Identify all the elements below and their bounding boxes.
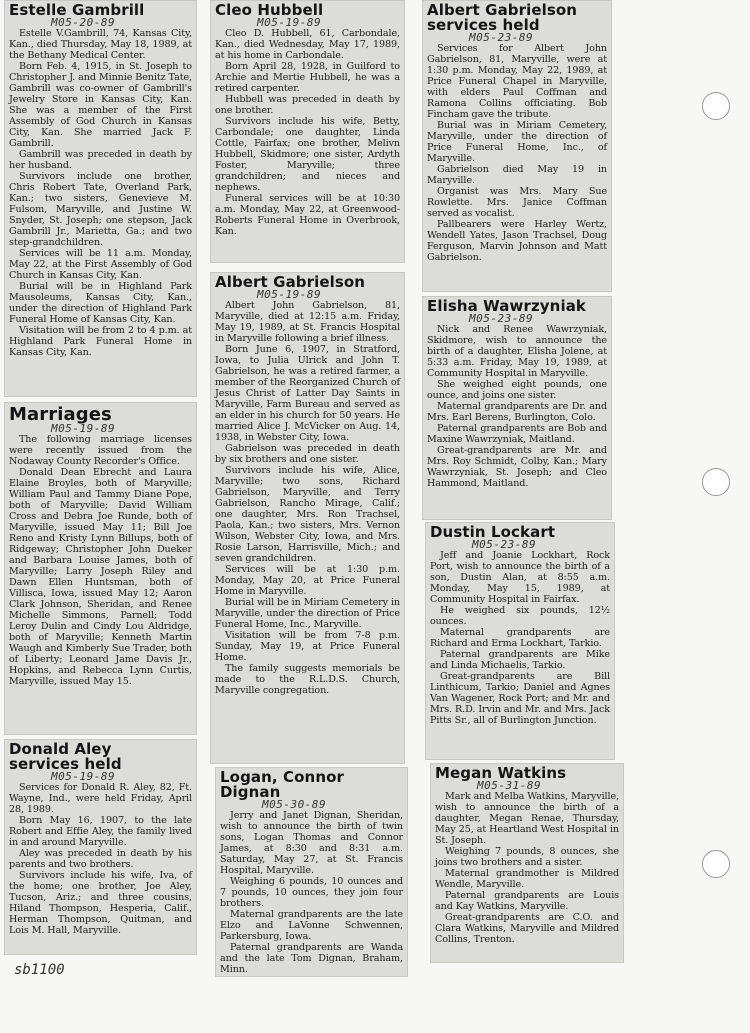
catalog-number: sb1100 (14, 962, 65, 978)
paragraph: Hubbell was preceded in death by one brother. (215, 94, 400, 116)
paragraph: Donald Dean Ebrecht and Laura Elaine Broyles, both of Maryville; William Paul and Tammy Diane Pope, both of Maryville; David William Cross and Debra Joe Runde, both of Maryville, issued May 11; Bill Joe Reno and Kristy Lynn Billups, both of Ridgeway; Christopher John Dueker and Barbara Louise James, both of Maryville; Larry Joseph Riley and Dawn Ellen Huntsman, both of Villisca, Iowa, issued May 12; Aaron Clark Johnson, Sheridan, and Renee Michelle Simmons, Parnell; Todd Leroy Dulin and Cindy Lou Aldridge, both of Maryville; Kenneth Martin Waugh and Kimberly Sue Trader, both of Liberty; Leonard Jame Davis Jr., Hopkins, and Rebecca Lynn Curtis, Maryville, issued May 15. (9, 467, 192, 687)
paragraph: Pallbearers were Harley Wertz, Wendell Yates, Jason Trachsel, Doug Ferguson, Marvin Johnson and Matt Gabrielson. (427, 219, 607, 263)
clipping-title: Marriages (9, 404, 112, 425)
clipping-donald-aley (4, 739, 197, 955)
clipping-body (220, 810, 403, 975)
handwritten-date-note: M05-19-89 (51, 422, 116, 435)
paragraph: Born June 6, 1907, in Stratford, Iowa, to Julia Ulrick and John T. Gabrielson, he was a retired farmer, a member of the Reorganized Church of Jesus Christ of Latter Day Saints in Maryville, Farm Bureau and served as an elder in his church for 50 years. He married Alice J. McVicker on Aug. 14, 1938, in Webster City, Iowa. (215, 344, 400, 443)
clipping-title: Albert Gabrielson (215, 273, 366, 291)
paragraph: Burial will be in Highland Park Mausoleums, Kansas City, Kan., under the direction of Highland Park Funeral Home of Kansas City, Kan. (9, 281, 192, 325)
paragraph: Albert John Gabrielson, 81, Maryville, died at 12:15 a.m. Friday, May 19, 1989, at St. Francis Hospital in Maryville following a brief illness. (215, 300, 400, 344)
paragraph: Nick and Renee Wawrzyniak, Skidmore, wish to announce the birth of a daughter, Elisha Jolene, at 5:33 a.m. Friday, May 19, 1989, at Community Hospital in Maryville. (427, 324, 607, 379)
paragraph: Estelle V.Gambrill, 74, Kansas City, Kan., died Thursday, May 18, 1989, at the Bethany Medical Center. (9, 28, 192, 61)
paragraph: Burial will be in Miriam Cemetery in Maryville, under the direction of Price Funeral Home, Inc., Maryville. (215, 597, 400, 630)
clipping-albert-gabrielson-services (422, 0, 612, 292)
paragraph: Services will be 11 a.m. Monday, May 22, at the First Assembly of God Church in Kansas City, Kan. (9, 248, 192, 281)
paragraph: Visitation will be from 2 to 4 p.m. at Highland Park Funeral Home in Kansas City, Kan. (9, 325, 192, 358)
clipping-body (215, 300, 400, 696)
clipping-marriages (4, 402, 197, 735)
paragraph: Survivors include his wife, Alice, Maryville; two sons, Richard Gabrielson, Maryville, and Terry Gabrielson, Rancho Mirage, Calif.; one daughter, Mrs. Ron Trachsel, Paola, Kan.; two sisters, Mrs. Vernon Wilson, Webster City, Iowa, and Mrs. Rosie Larson, Harrisville, Mich.; and seven grandchildren. (215, 465, 400, 564)
paragraph: Gambrill was preceded in death by her husband. (9, 149, 192, 171)
clipping-title: Logan, Connor Dignan (220, 768, 344, 801)
clipping-body (430, 550, 610, 726)
paragraph: Visitation will be from 7-8 p.m. Sunday, May 19, at Price Funeral Home. (215, 630, 400, 663)
handwritten-date-note: M05-23-89 (469, 31, 534, 44)
clipping-body (9, 782, 192, 936)
paragraph: Paternal grandparents are Mike and Linda Michaelis, Tarkio. (430, 649, 610, 671)
paragraph: Maternal grandparents are Dr. and Mrs. Earl Berens, Burlington, Colo. (427, 401, 607, 423)
handwritten-date-note: M05-30-89 (262, 798, 327, 811)
clipping-albert-gabrielson (210, 272, 405, 764)
paragraph: Great-grandparents are C.O. and Clara Watkins, Maryville and Mildred Collins, Trenton. (435, 912, 619, 945)
paragraph: Gabrielson was preceded in death by six brothers and one sister. (215, 443, 400, 465)
clipping-body (427, 324, 607, 489)
paragraph: Born April 28, 1928, in Guilford to Archie and Mertie Hubbell, he was a retired carpenter. (215, 61, 400, 94)
clipping-elisha-wawrzyniak (422, 296, 612, 520)
handwritten-date-note: M05-20-89 (51, 16, 116, 29)
paragraph: Services will be at 1:30 p.m. Monday, May 20, at Price Funeral Home in Maryville. (215, 564, 400, 597)
handwritten-date-note: M05-19-89 (257, 288, 322, 301)
paragraph: Great-grandparents are Mr. and Mrs. Roy Schmidt, Colby, Kan.; Mary Wawrzyniak, St. Joseph; and Cleo Hammond, Maitland. (427, 445, 607, 489)
clipping-logan-connor-dignan (215, 767, 408, 977)
clipping-title: Elisha Wawrzyniak (427, 297, 586, 315)
paragraph: Survivors include one brother, Chris Robert Tate, Overland Park, Kan.; two sisters, Genevieve M. Fulsom, Maryville, and Justine W. Snyder, St. Joseph; one stepson, Jack Gambrill Jr., Marietta, Ga.; and two step-grandchildren. (9, 171, 192, 248)
paragraph: Mark and Melba Watkins, Maryville, wish to announce the birth of a daughter, Megan Renae, Thursday, May 25, at Heartland West Hospital in St. Joseph. (435, 791, 619, 846)
clipping-body (215, 28, 400, 237)
clipping-title: Albert Gabrielson services held (427, 1, 578, 34)
paragraph: Gabrielson died May 19 in Maryville. (427, 164, 607, 186)
paragraph: The following marriage licenses were recently issued from the Nodaway County Recorder's Office. (9, 434, 192, 467)
clipping-body (435, 791, 619, 945)
paragraph: Funeral services will be at 10:30 a.m. Monday, May 22, at Greenwood-Roberts Funeral Home in Overbrook, Kan. (215, 193, 400, 237)
clipping-title: Cleo Hubbell (215, 1, 324, 19)
paragraph: Aley was preceded in death by his parents and two brothers. (9, 848, 192, 870)
paragraph: She weighed eight pounds, one ounce, and joins one sister. (427, 379, 607, 401)
clipping-title: Megan Watkins (435, 764, 567, 782)
paragraph: Jerry and Janet Dignan, Sheridan, wish to announce the birth of twin sons, Logan Thomas and Connor James, at 8:30 and 8:31 a.m. Saturday, May 27, at St. Francis Hospital, Maryville. (220, 810, 403, 876)
paragraph: Jeff and Joanie Lockhart, Rock Port, wish to announce the birth of a son, Dustin Alan, at 8:55 a.m. Monday, May 15, 1989, at Community Hospital in Fairfax. (430, 550, 610, 605)
clipping-cleo-hubbell (210, 0, 405, 263)
clipping-title: Estelle Gambrill (9, 1, 145, 19)
paragraph: Paternal grandparents are Bob and Maxine Wawrzyniak, Maitland. (427, 423, 607, 445)
punch-hole-top (702, 92, 730, 120)
paragraph: Organist was Mrs. Mary Sue Rowlette. Mrs. Janice Coffman served as vocalist. (427, 186, 607, 219)
paragraph: Paternal grandparents are Louis and Kay Watkins, Maryville. (435, 890, 619, 912)
paragraph: Born May 16, 1907, to the late Robert and Effie Aley, the family lived in and around Maryville. (9, 815, 192, 848)
clipping-body (9, 434, 192, 687)
handwritten-date-note: M05-23-89 (472, 538, 537, 551)
paragraph: Weighing 7 pounds, 8 ounces, she joins two brothers and a sister. (435, 846, 619, 868)
handwritten-date-note: M05-19-89 (51, 770, 116, 783)
paragraph: Paternal grandparents are Wanda and the late Tom Dignan, Braham, Minn. (220, 942, 403, 975)
clipping-estelle-gambrill (4, 0, 197, 397)
paragraph: Maternal grandmother is Mildred Wendle, Maryville. (435, 868, 619, 890)
handwritten-date-note: M05-31-89 (477, 779, 542, 792)
clipping-megan-watkins (430, 763, 624, 963)
paragraph: Born Feb. 4, 1915, in St. Joseph to Christopher J. and Minnie Benitz Tate, Gambrill was co-owner of Gambrill's Jewelry Store in Kansas City, Kan. She was a member of the First Assembly of God Church in Kansas City, Kan. She married Jack F. Gambrill. (9, 61, 192, 149)
punch-hole-bottom (702, 850, 730, 878)
paragraph: Survivors include his wife, Betty, Carbondale; one daughter, Linda Cottle, Fairfax; one brother, Melivn Hubbell, Skidmore; one sister, Ardyth Foster, Maryville; three grandchildren; and nieces and nephews. (215, 116, 400, 193)
paragraph: Burial was in Miriam Cemetery, Maryville, under the direction of Price Funeral Home, Inc., of Maryville. (427, 120, 607, 164)
clipping-body (9, 28, 192, 358)
paragraph: Maternal grandparents are the late Elzo and LaVonne Schwennen, Parkersburg, Iowa. (220, 909, 403, 942)
paragraph: The family suggests memorials be made to the R.L.D.S. Church, Maryville congregation. (215, 663, 400, 696)
clipping-dustin-lockart (425, 522, 615, 760)
punch-hole-middle (702, 468, 730, 496)
handwritten-date-note: M05-19-89 (257, 16, 322, 29)
handwritten-date-note: M05-23-89 (469, 312, 534, 325)
paragraph: Great-grandparents are Bill Linthicum, Tarkio; Daniel and Agnes Van Wagener, Rock Port; and Mr. and Mrs. R.D. Irvin and Mr. and Mrs. Jack Pitts Sr., all of Burlington Junction. (430, 671, 610, 726)
paragraph: Weighing 6 pounds, 10 ounces and 7 pounds, 10 ounces, they join four brothers. (220, 876, 403, 909)
clipping-title: Donald Aley services held (9, 740, 122, 773)
paragraph: Services for Donald R. Aley, 82, Ft. Wayne, Ind., were held Friday, April 28, 1989. (9, 782, 192, 815)
paragraph: Cleo D. Hubbell, 61, Carbondale, Kan., died Wednesday, May 17, 1989, at his home in Carbondale. (215, 28, 400, 61)
paragraph: Survivors include his wife, Iva, of the home; one brother, Joe Aley, Tucson, Ariz.; and three cousins, Hiland Thompson, Hesperia, Calif., Herman Thompson, Quitman, and Lois M. Hall, Maryville. (9, 870, 192, 936)
paragraph: Maternal grandparents are Richard and Erma Lockhart, Tarkio. (430, 627, 610, 649)
clipping-title: Dustin Lockart (430, 523, 556, 541)
paragraph: He weighed six pounds, 12½ ounces. (430, 605, 610, 627)
paragraph: Services for Albert John Gabrielson, 81, Maryville, were at 1:30 p.m. Monday, May 22, 1989, at Price Funeral Chapel in Maryville, with elders Paul Coffman and Ramona Collins officiating. Bob Fincham gave the tribute. (427, 43, 607, 120)
clipping-body (427, 43, 607, 263)
